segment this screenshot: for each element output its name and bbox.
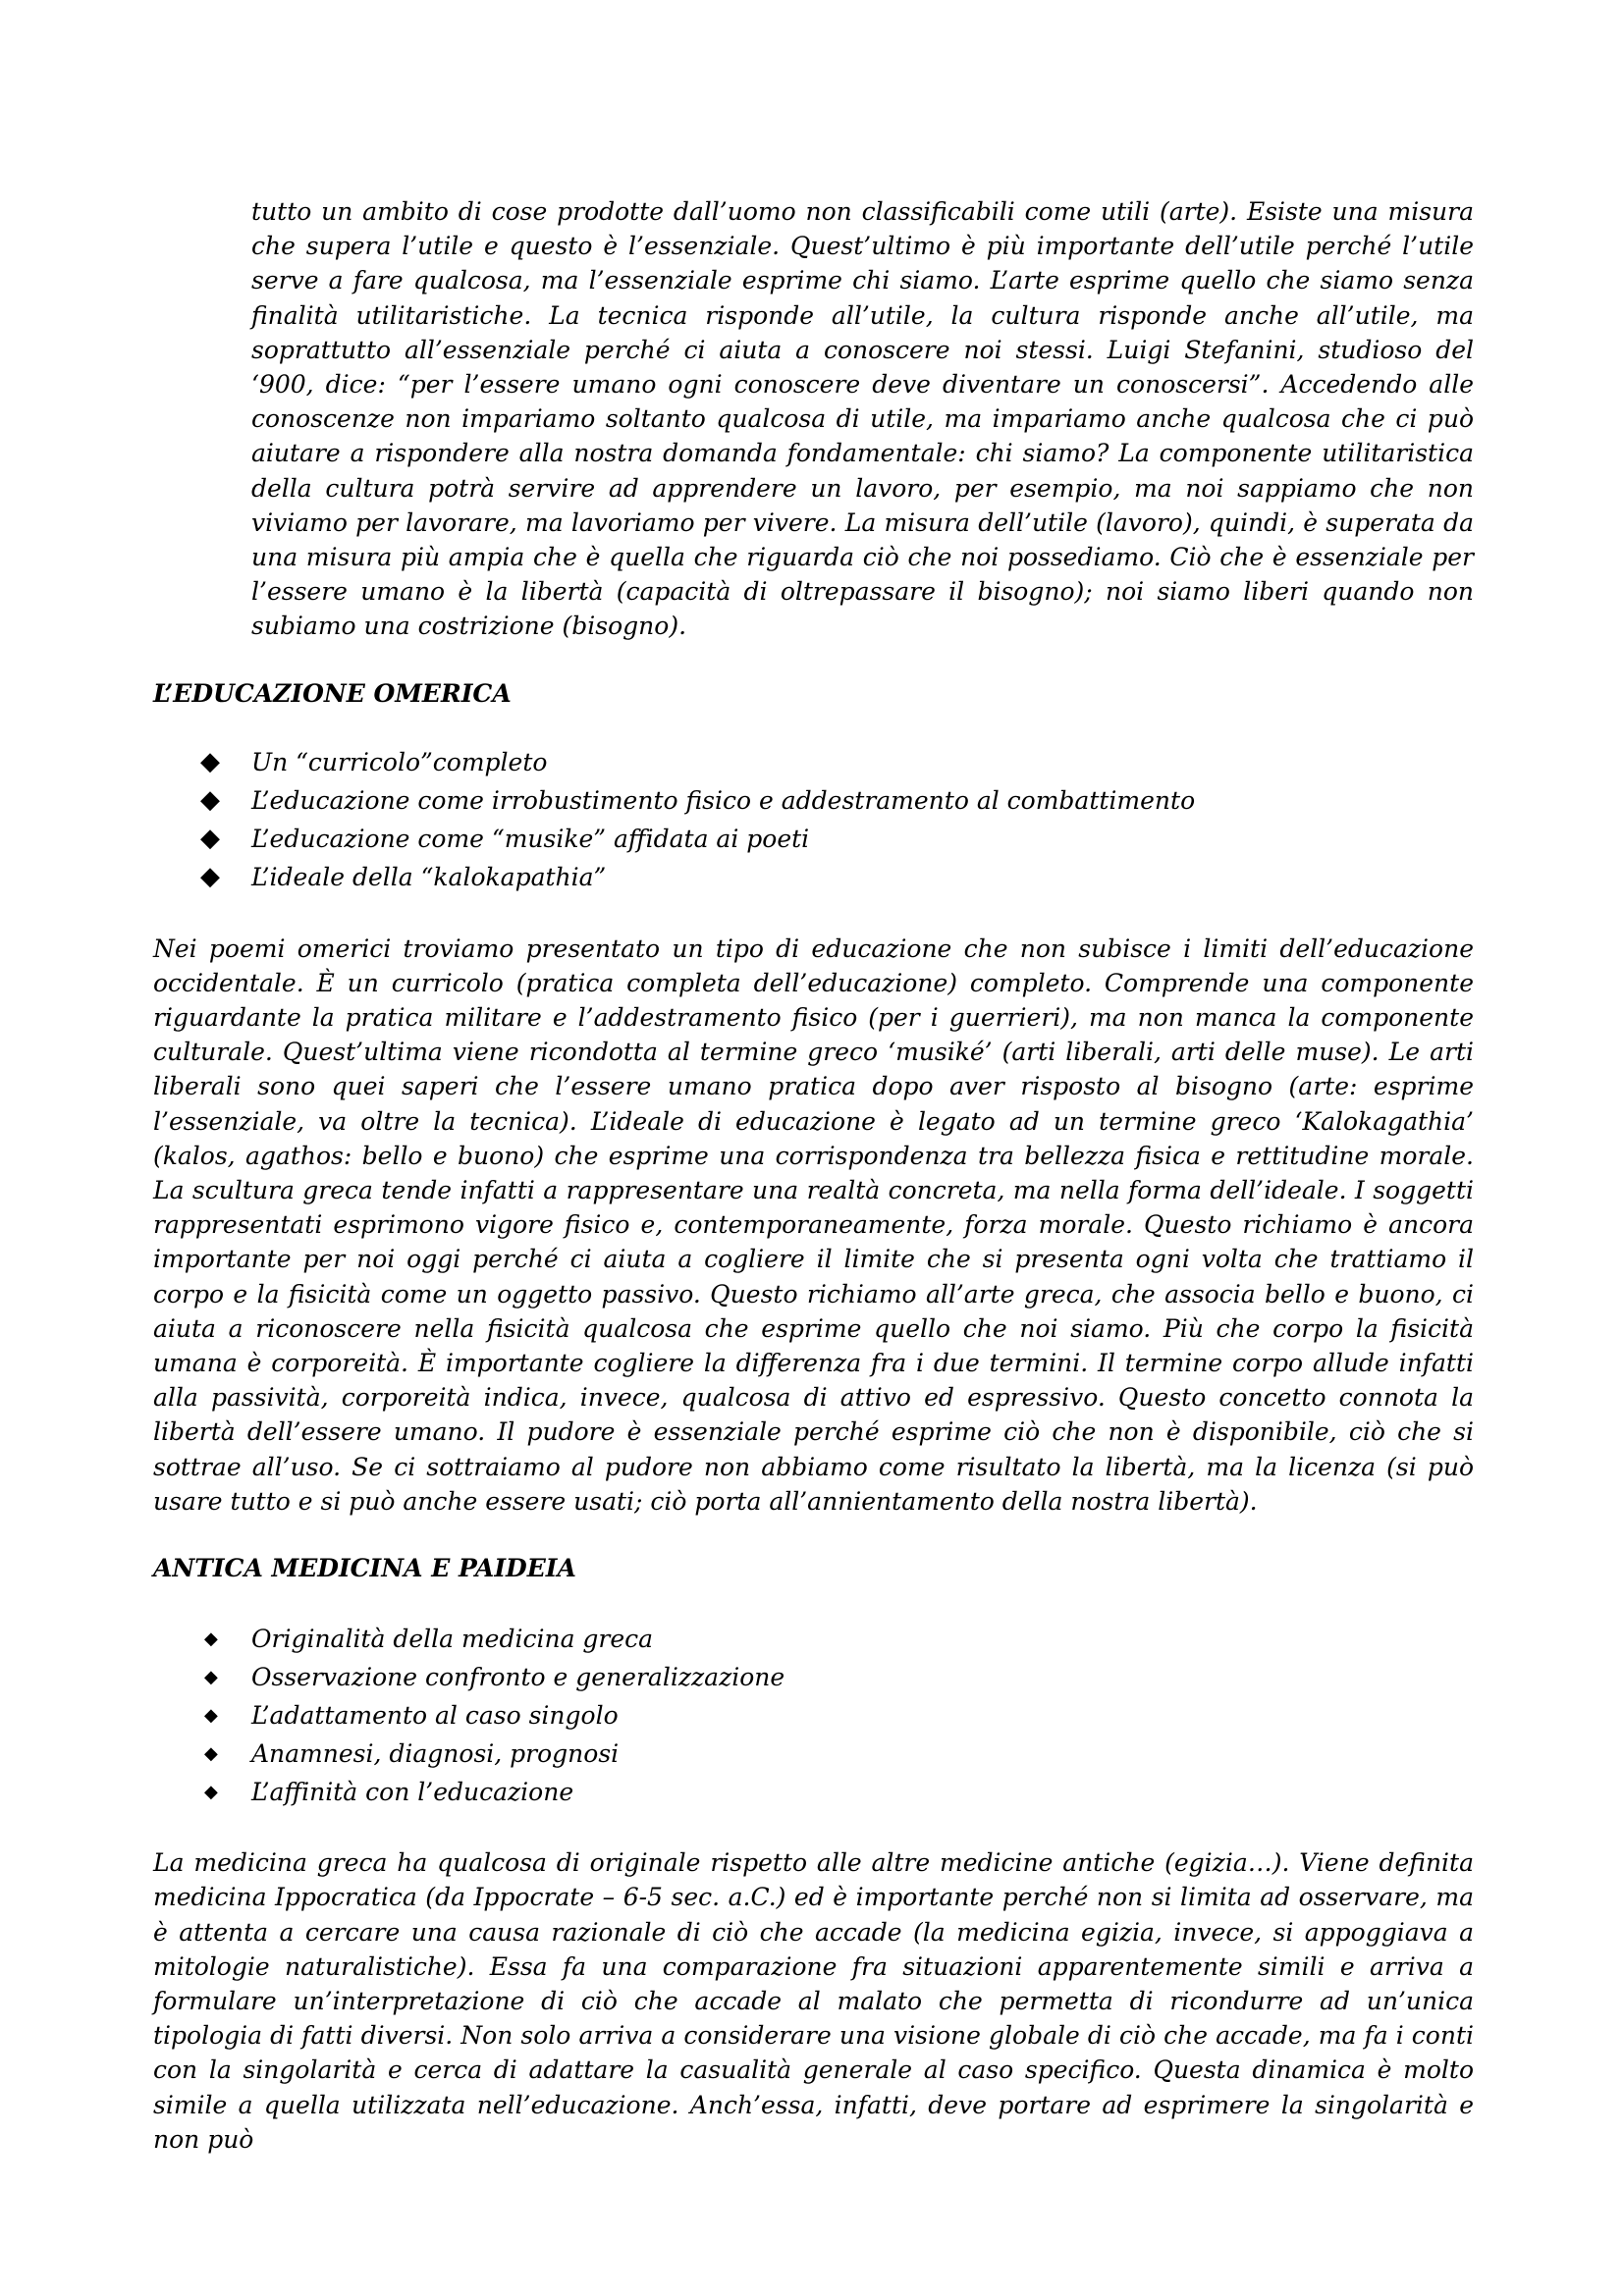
- educazione-omerica-paragraph: Nei poemi omerici troviamo presentato un tipo di educazione che non subisce i limiti dell’educazione occidentale. È un curricolo (pratica completa dell’educazione) completo. Comprende una componente riguardante la pratica militare e l’addestramento fisico (per i guerrieri), ma non manca la componente culturale. Quest’ultima viene ricondotta al termine greco ‘musiké’ (arti liberali, arti delle muse). Le arti liberali sono quei saperi che l’essere umano pratica dopo aver risposto al bisogno (arte: esprime l’essenziale, va oltre la tecnica). L’ideale di educazione è legato ad un termine greco ‘Kalokagathia’ (kalos, agathos: bello e buono) che esprime una corrispondenza tra bellezza fisica e rettitudine morale. La scultura greca tende infatti a rappresentare una realtà concreta, ma nella forma dell’ideale. I soggetti rappresentati esprimono vigore fisico e, contemporaneamente, forza morale. Questo richiamo è ancora importante per noi oggi perché ci aiuta a cogliere il limite che si presenta ogni volta che trattiamo il corpo e la fisicità come un oggetto passivo. Questo richiamo all’arte greca, che associa bello e buono, ci aiuta a riconoscere nella fisicità qualcosa che esprime quello che noi siamo. Più che corpo la fisicità umana è corporeità. È importante cogliere la differenza fra i due termini. Il termine corpo allude infatti alla passività, corporeità indica, invece, qualcosa di attivo ed espressivo. Questo concetto connota la libertà dell’essere umano. Il pudore è essenziale perché esprime ciò che non è disponibile, ciò che si sottrae all’uso. Se ci sottraiamo al pudore non abbiamo come risultato la libertà, ma la licenza (si può usare tutto e si può anche essere usati; ciò porta all’annientamento della nostra libertà).: [153, 934, 1474, 1516]
- list-item: ◆ L’educazione come irrobustimento fisico e addestramento al combattimento: [200, 781, 1474, 820]
- diamond-bullet-icon: ◆: [204, 1743, 218, 1765]
- spacer: [153, 896, 1474, 932]
- diamond-bullet-icon: ◆: [200, 784, 220, 815]
- diamond-bullet-icon: ◆: [200, 823, 220, 853]
- spacer: [153, 1811, 1474, 1845]
- list-item: ◆ L’affinità con l’educazione: [200, 1773, 1474, 1811]
- spacer: [153, 644, 1474, 676]
- spacer: [153, 1585, 1474, 1620]
- list-item: ◆ L’educazione come “musike” affidata ai poeti: [200, 820, 1474, 858]
- section-heading-antica-medicina: ANTICA MEDICINA E PAIDEIA: [153, 1554, 576, 1583]
- list-item: ◆ Osservazione confronto e generalizzazione: [200, 1658, 1474, 1696]
- diamond-bullet-icon: ◆: [204, 1782, 218, 1803]
- list-item: ◆ L’ideale della “kalokapathia”: [200, 858, 1474, 896]
- bullet-list-educazione-omerica: [153, 743, 1474, 896]
- antica-medicina-paragraph: La medicina greca ha qualcosa di originale rispetto alle altre medicine antiche (egizia…). Viene definita medicina Ippocratica (da Ippocrate – 6-5 sec. a.C.) ed è importante perché non si limita ad osservare, ma è attenta a cercare una causa razionale di ciò che accade (la medicina egizia, invece, si appoggiava a mitologie naturalistiche). Essa fa una comparazione fra situazioni apparentemente simili e arriva a formulare un’interpretazione di ciò che accade al malato che permetta di ricondurre ad un’unica tipologia di fatti diversi. Non solo arriva a considerare una visione globale di ciò che accade, ma fa i conti con la singolarità e cerca di adattare la casualità generale al caso specifico. Questa dinamica è molto simile a quella utilizzata nell’educazione. Anch’essa, infatti, deve portare ad esprimere la singolarità e non può: [153, 1848, 1474, 2154]
- list-item: ◆ L’adattamento al caso singolo: [200, 1696, 1474, 1735]
- spacer: [153, 1519, 1474, 1551]
- bullet-list-antica-medicina: [153, 1620, 1474, 1811]
- diamond-bullet-icon: ◆: [204, 1629, 218, 1650]
- list-item: ◆ Un “curricolo”completo: [200, 743, 1474, 781]
- list-item: ◆ Anamnesi, diagnosi, prognosi: [200, 1735, 1474, 1773]
- intro-paragraph: tutto un ambito di cose prodotte dall’uomo non classificabili come utili (arte). Esiste una misura che supera l’utile e questo è l’essenziale. Quest’ultimo è più importante dell’utile perché l’utile serve a fare qualcosa, ma l’essenziale esprime chi siamo. L’arte esprime quello che siamo senza finalità utilitaristiche. La tecnica risponde all’utile, la cultura risponde anche all’utile, ma soprattutto all’essenziale perché ci aiuta a conoscere noi stessi. Luigi Stefanini, studioso del ‘900, dice: “per l’essere umano ogni conoscere deve diventare un conoscersi”. Accedendo alle conoscenze non impariamo soltanto qualcosa di utile, ma impariamo anche qualcosa che ci può aiutare a rispondere alla nostra domanda fondamentale: chi siamo? La componente utilitaristica della cultura potrà servire ad apprendere un lavoro, per esempio, ma noi sappiamo che non viviamo per lavorare, ma lavoriamo per vivere. La misura dell’utile (lavoro), quindi, è superata da una misura più ampia che è quella che riguarda ciò che noi possediamo. Ciò che è essenziale per l’essere umano è la libertà (capacità di oltrepassare il bisogno); noi siamo liberi quando non subiamo una costrizione (bisogno).: [251, 197, 1474, 641]
- spacer: [153, 711, 1474, 743]
- section-heading-educazione-omerica: L’EDUCAZIONE OMERICA: [153, 678, 512, 708]
- diamond-bullet-icon: ◆: [204, 1705, 218, 1727]
- diamond-bullet-icon: ◆: [200, 861, 220, 891]
- diamond-bullet-icon: ◆: [200, 746, 220, 776]
- list-item: ◆ Originalità della medicina greca: [200, 1620, 1474, 1658]
- diamond-bullet-icon: ◆: [204, 1667, 218, 1688]
